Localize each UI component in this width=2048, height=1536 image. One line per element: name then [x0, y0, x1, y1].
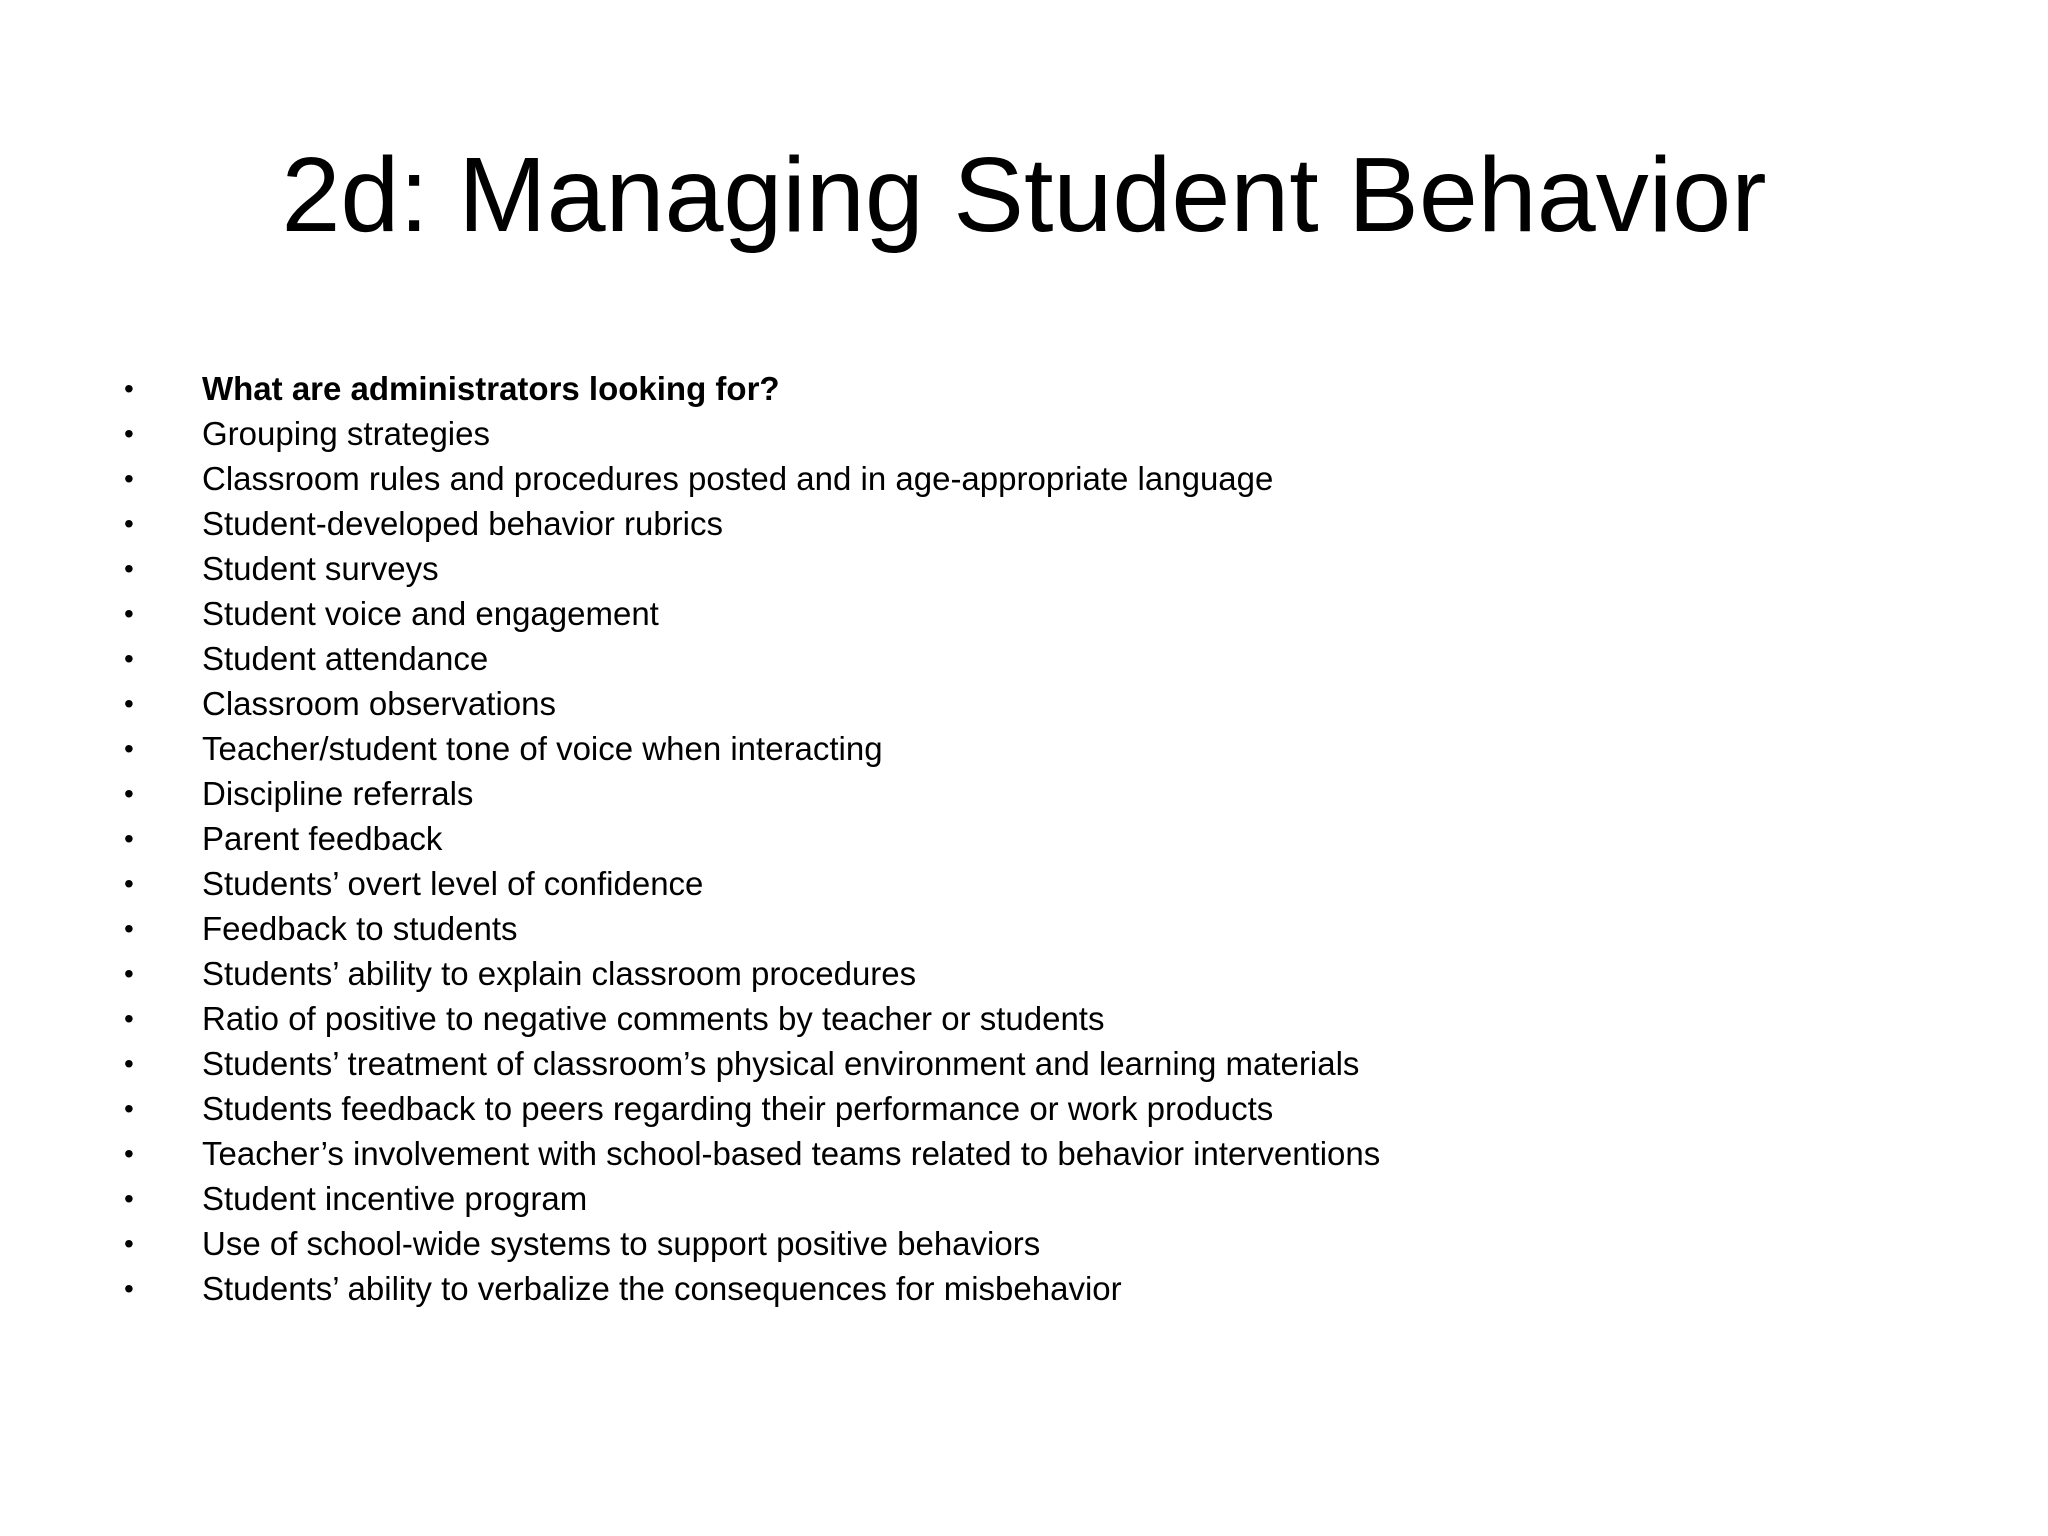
list-item	[124, 1086, 1924, 1131]
bullet-icon: •	[124, 418, 134, 449]
bullet-icon: •	[124, 1183, 134, 1214]
list-item-text: Teacher/student tone of voice when interacting	[202, 730, 883, 767]
list-item-text: Students feedback to peers regarding their performance or work products	[202, 1090, 1274, 1127]
bullet-icon: •	[124, 868, 134, 899]
bullet-icon: •	[124, 823, 134, 854]
bullet-icon: •	[124, 598, 134, 629]
list-item	[124, 456, 1924, 501]
list-item	[124, 546, 1924, 591]
list-item-text: Feedback to students	[202, 910, 518, 947]
list-item	[124, 411, 1924, 456]
bullet-icon: •	[124, 1048, 134, 1079]
bullet-icon: •	[124, 1003, 134, 1034]
bullet-icon: •	[124, 778, 134, 809]
bullet-icon: •	[124, 508, 134, 539]
list-item-text: Classroom rules and procedures posted and in age-appropriate language	[202, 460, 1274, 497]
list-item-text: Students’ ability to explain classroom procedures	[202, 955, 917, 992]
list-item-text: Students’ ability to verbalize the consequences for misbehavior	[202, 1270, 1122, 1307]
list-item	[124, 1041, 1924, 1086]
list-item	[124, 1266, 1924, 1311]
bullet-icon: •	[124, 913, 134, 944]
bullet-icon: •	[124, 1273, 134, 1304]
bullet-icon: •	[124, 1093, 134, 1124]
list-item-text: Students’ treatment of classroom’s physical environment and learning materials	[202, 1045, 1360, 1082]
list-item-text: Discipline referrals	[202, 775, 474, 812]
list-item-text: Parent feedback	[202, 820, 443, 857]
bullet-icon: •	[124, 463, 134, 494]
list-item	[124, 636, 1924, 681]
list-item-text: Student-developed behavior rubrics	[202, 505, 723, 542]
list-item	[124, 1221, 1924, 1266]
list-item	[124, 861, 1924, 906]
list-item	[124, 591, 1924, 636]
bullet-icon: •	[124, 1138, 134, 1169]
list-item	[124, 951, 1924, 996]
list-item	[124, 996, 1924, 1041]
list-item	[124, 771, 1924, 816]
list-item-text: Grouping strategies	[202, 415, 490, 452]
list-item	[124, 1176, 1924, 1221]
slide-title: 2d: Managing Student Behavior	[281, 136, 1767, 254]
bullet-icon: •	[124, 643, 134, 674]
list-item-text: Classroom observations	[202, 685, 556, 722]
bullet-icon: •	[124, 688, 134, 719]
bullet-icon: •	[124, 553, 134, 584]
bullet-icon: •	[124, 373, 134, 404]
bullet-icon: •	[124, 958, 134, 989]
list-item	[124, 1131, 1924, 1176]
list-item-text: Student surveys	[202, 550, 439, 587]
list-item	[124, 816, 1924, 861]
list-item	[124, 366, 1924, 411]
list-item-text: Ratio of positive to negative comments by teacher or students	[202, 1000, 1105, 1037]
list-item-text: Student voice and engagement	[202, 595, 659, 632]
list-item-text: Student incentive program	[202, 1180, 588, 1217]
list-item	[124, 726, 1924, 771]
list-item	[124, 681, 1924, 726]
list-item	[124, 906, 1924, 951]
list-item-text: Teacher’s involvement with school-based teams related to behavior interventions	[202, 1135, 1381, 1172]
bullet-icon: •	[124, 733, 134, 764]
list-item-text: Student attendance	[202, 640, 489, 677]
list-item-text: Use of school-wide systems to support positive behaviors	[202, 1225, 1041, 1262]
list-item-text: Students’ overt level of confidence	[202, 865, 704, 902]
list-item-text: What are administrators looking for?	[202, 370, 780, 407]
list-item	[124, 501, 1924, 546]
bullet-list	[124, 366, 1924, 1311]
bullet-icon: •	[124, 1228, 134, 1259]
